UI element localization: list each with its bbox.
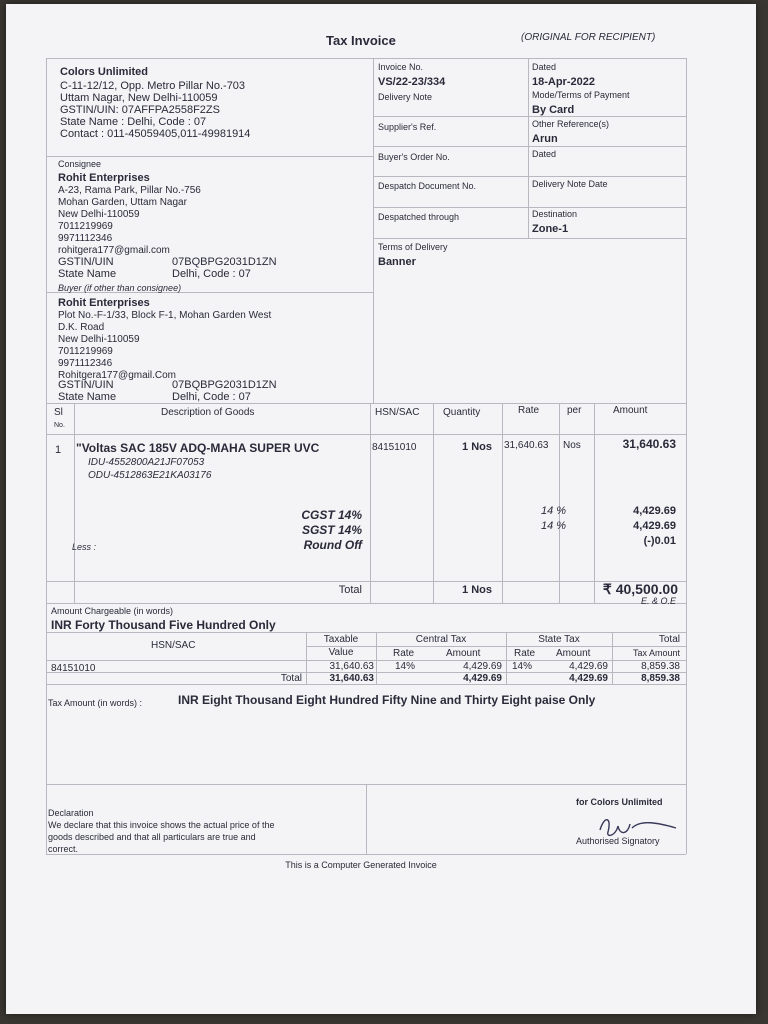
col-hsn: HSN/SAC [375, 407, 420, 418]
rule [373, 176, 686, 177]
rule [306, 632, 307, 684]
other-ref-label: Other Reference(s) [532, 119, 610, 129]
item-serial-idu: IDU-4552800A21JF07053 [88, 457, 205, 468]
rule [74, 403, 75, 603]
sgst-label: SGST 14% [301, 523, 362, 537]
col-amount: Amount [613, 405, 648, 416]
authorised-signatory: Authorised Signatory [576, 836, 660, 846]
terms-of-delivery: Banner [378, 256, 416, 268]
col-no: No. [54, 422, 65, 429]
consignee-address: A-23, Rama Park, Pillar No.-756 Mohan Garden, Uttam Nagar New Delhi-110059 7011219969 9971112346 rohitgera177@gmail.com [58, 185, 201, 256]
buyers-order-label: Buyer's Order No. [378, 152, 450, 162]
seller-name: Colors Unlimited [60, 66, 149, 78]
invoice-paper [6, 4, 756, 1014]
tax-table-central-rate-header: Rate [393, 648, 415, 659]
tax-table-total-header: Total [658, 634, 680, 645]
signatory-for: for Colors Unlimited [576, 797, 663, 807]
rule [373, 207, 686, 208]
rule [433, 403, 434, 603]
dated-label: Dated [532, 62, 557, 72]
tax-table-central-amount-header: Amount [446, 648, 481, 659]
rule [46, 156, 373, 157]
col-sl: Sl [54, 407, 63, 418]
col-quantity: Quantity [443, 407, 481, 418]
tax-table-state-header: State Tax [538, 634, 580, 645]
cgst-label: CGST 14% [301, 508, 362, 522]
item-serial-odu: ODU-4512863E21KA03176 [88, 470, 212, 481]
sgst-amount: 4,429.69 [633, 520, 676, 532]
sgst-rate: 14 % [541, 520, 567, 532]
delivery-note-date-label: Delivery Note Date [532, 179, 608, 189]
consignee-state-label: State Name [58, 268, 117, 280]
buyer-address: Plot No.-F-1/33, Block F-1, Mohan Garden West D.K. Road New Delhi-110059 7011219969 9971112346 Rohitgera177@gmail.Com [58, 310, 272, 381]
buyer-name: Rohit Enterprises [58, 297, 150, 309]
tax-table-state-amount-header: Amount [556, 648, 591, 659]
destination-label: Destination [532, 209, 578, 219]
tax-table-central-header: Central Tax [415, 634, 467, 645]
less-label: Less : [72, 542, 97, 552]
rule [373, 58, 374, 403]
tax-in-words: INR Eight Thousand Eight Hundred Fifty Nine and Thirty Eight paise Only [178, 693, 596, 707]
rule [373, 146, 686, 147]
tax-table-tax-amount-header: Tax Amount [632, 648, 680, 658]
item-rate: 31,640.63 [504, 440, 549, 451]
col-rate: Rate [518, 405, 540, 416]
declaration-text: We declare that this invoice shows the actual price of the goods described and that all particulars are true and correct. [48, 820, 275, 854]
rule [366, 784, 367, 854]
consignee-name: Rohit Enterprises [58, 172, 150, 184]
round-off-amount: (-)0.01 [643, 535, 676, 547]
payment-mode-label: Mode/Terms of Payment [532, 90, 630, 100]
item-per: Nos [563, 440, 581, 451]
delivery-note-label: Delivery Note [378, 92, 433, 102]
tax-total-central-amount: 4,429.69 [463, 673, 502, 684]
rule [686, 58, 687, 854]
consignee-state: Delhi, Code : 07 [172, 268, 251, 280]
item-sl: 1 [55, 444, 62, 456]
despatch-doc-label: Despatch Document No. [378, 181, 477, 191]
rule [46, 434, 686, 435]
rule [594, 403, 595, 603]
total-label: Total [338, 584, 362, 596]
tax-row-total: 8,859.38 [641, 661, 680, 672]
payment-mode: By Card [532, 104, 575, 116]
tax-total-label: Total [280, 673, 302, 684]
item-quantity: 1 Nos [462, 441, 492, 453]
declaration-heading: Declaration [48, 808, 94, 818]
cgst-rate: 14 % [541, 505, 567, 517]
rule [373, 116, 686, 117]
rule [506, 632, 507, 684]
round-off-label: Round Off [303, 538, 362, 552]
rule [46, 403, 686, 404]
invoice-no-label: Invoice No. [378, 62, 424, 72]
cgst-amount: 4,429.69 [633, 505, 676, 517]
invoice-no: VS/22-23/334 [378, 76, 446, 88]
tax-words-label: Tax Amount (in words) : [48, 698, 143, 708]
rule [376, 632, 377, 684]
amount-in-words: INR Forty Thousand Five Hundred Only [51, 618, 276, 632]
consignee-heading: Consignee [58, 159, 102, 169]
terms-label: Terms of Delivery [378, 242, 448, 252]
consignee-gstin: 07BQBPG2031D1ZN [172, 256, 277, 268]
tax-table-state-rate-header: Rate [514, 648, 536, 659]
tax-total-total: 8,859.38 [641, 673, 680, 684]
seller-address: C-11-12/12, Opp. Metro Pillar No.-703 Uttam Nagar, New Delhi-110059 GSTIN/UIN: 07AFFPA2558F2ZS State Name : Delhi, Code : 07 Contact : 011-45059405,011-49981914 [60, 80, 251, 140]
rule [46, 58, 47, 854]
buyer-heading: Buyer (if other than consignee) [58, 283, 182, 293]
tax-row-state-rate: 14% [512, 661, 533, 672]
tax-row-central-rate: 14% [395, 661, 416, 672]
amount-words-label: Amount Chargeable (in words) [51, 606, 174, 616]
buyer-gstin: 07BQBPG2031D1ZN [172, 379, 277, 391]
document-title: Tax Invoice [326, 33, 396, 48]
footer-note: This is a Computer Generated Invoice [285, 860, 437, 870]
tax-row-central-amount: 4,429.69 [463, 661, 502, 672]
eoe: E. & O.E [640, 596, 676, 606]
suppliers-ref-label: Supplier's Ref. [378, 122, 437, 132]
copy-label: (ORIGINAL FOR RECIPIENT) [521, 32, 656, 43]
item-hsn: 84151010 [372, 442, 417, 453]
col-per: per [567, 405, 582, 416]
rule [46, 603, 686, 604]
rule [373, 238, 686, 239]
tax-table-taxable-header: Taxable [323, 634, 359, 645]
tax-total-taxable: 31,640.63 [329, 673, 374, 684]
tax-table-value-header: Value [328, 647, 354, 658]
total-quantity: 1 Nos [462, 584, 492, 596]
despatched-through-label: Despatched through [378, 212, 460, 222]
rule [502, 403, 503, 603]
rule [46, 58, 686, 59]
buyer-state: Delhi, Code : 07 [172, 391, 251, 403]
destination: Zone-1 [532, 223, 569, 235]
tax-total-state-amount: 4,429.69 [569, 673, 608, 684]
tax-row-taxable: 31,640.63 [329, 661, 374, 672]
tax-table-hsn-header: HSN/SAC [151, 640, 196, 651]
other-ref: Arun [532, 133, 558, 145]
buyer-state-label: State Name [58, 391, 117, 403]
tax-row-hsn: 84151010 [51, 663, 96, 674]
item-description: "Voltas SAC 185V ADQ-MAHA SUPER UVC [76, 441, 320, 455]
rule [612, 632, 613, 684]
consignee-gstin-label: GSTIN/UIN [58, 256, 114, 268]
grand-total: ₹ 40,500.00 [602, 581, 678, 597]
col-description: Description of Goods [161, 407, 255, 418]
buyer-gstin-label: GSTIN/UIN [58, 379, 114, 391]
rule [528, 58, 529, 238]
tax-row-state-amount: 4,429.69 [569, 661, 608, 672]
invoice-date: 18-Apr-2022 [532, 76, 595, 88]
order-dated-label: Dated [532, 149, 557, 159]
rule [559, 403, 560, 603]
item-amount: 31,640.63 [622, 437, 676, 451]
rule [370, 403, 371, 603]
